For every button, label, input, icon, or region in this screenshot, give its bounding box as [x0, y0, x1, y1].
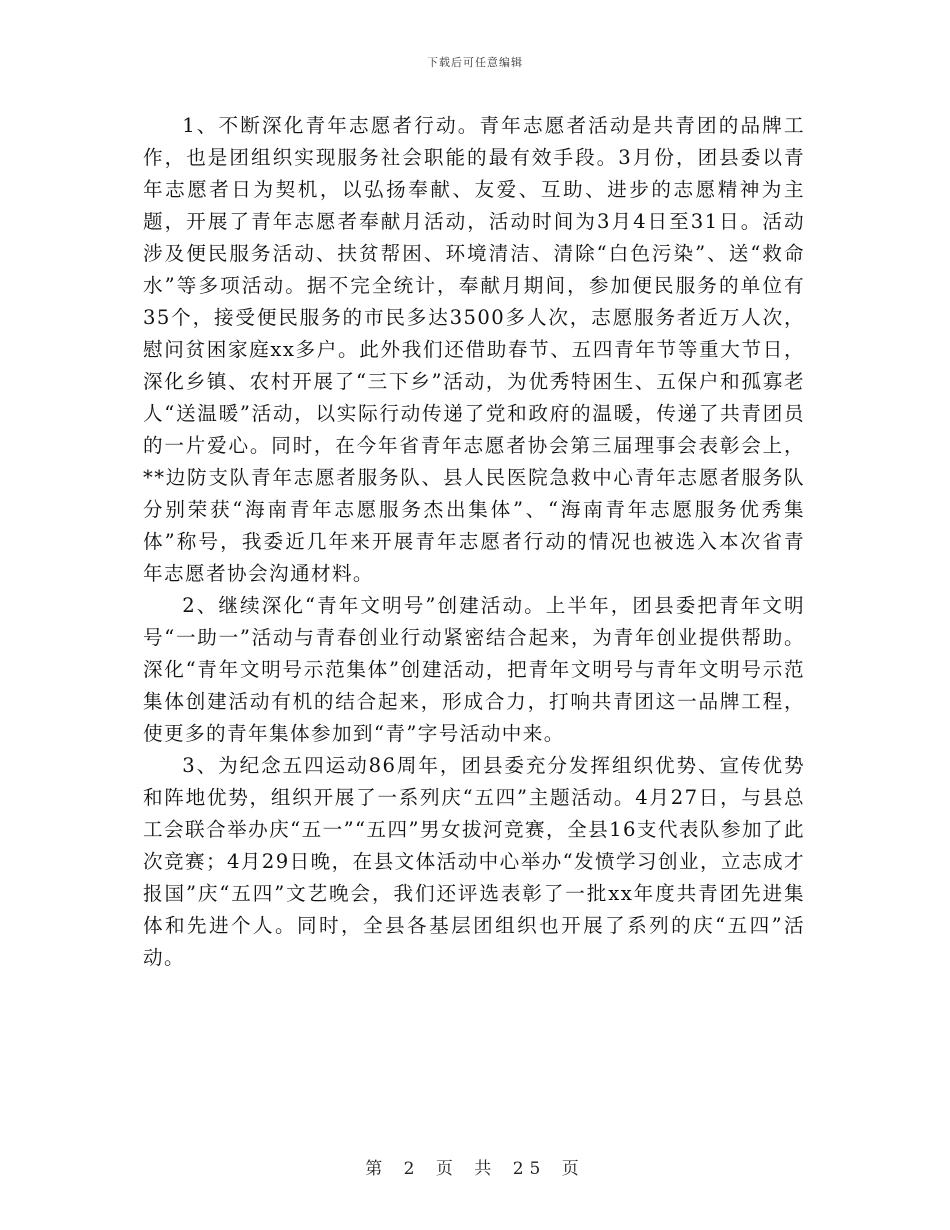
paragraph-may-fourth: 3、为纪念五四运动86周年，团县委充分发挥组织优势、宣传优势和阵地优势，组织开展了一系列庆“五四”主题活动。4月27日，与县总工会联合举办庆“五一”“五四”男女拔河竞赛，全县16支代表队参加了此次竞赛；4月29日晚，在县文体活动中心举办“发愤学习创业，立志成才报国”庆“五四”文艺晚会，我们还评选表彰了一批xx年度共青团先进集体和先进个人。同时，全县各基层团组织也开展了系列的庆“五四”活动。 — [143, 754, 805, 969]
document-body — [143, 110, 805, 974]
paragraph-volunteer-action: 1、不断深化青年志愿者行动。青年志愿者活动是共青团的品牌工作，也是团组织实现服务社会职能的最有效手段。3月份，团县委以青年志愿者日为契机，以弘扬奉献、友爱、互助、进步的志愿精神为主题，开展了青年志愿者奉献月活动，活动时间为3月4日至31日。活动涉及便民服务活动、扶贫帮困、环境清洁、清除“白色污染”、送“救命水”等多项活动。据不完全统计，奉献月期间，参加便民服务的单位有35个，接受便民服务的市民多达3500多人次，志愿服务者近万人次，慰问贫困家庭xx多户。此外我们还借助春节、五四青年节等重大节日，深化乡镇、农村开展了“三下乡”活动，为优秀特困生、五保户和孤寡老人“送温暖”活动，以实际行动传递了党和政府的温暖，传递了共青团员的一片爱心。同时，在今年省青年志愿者协会第三届理事会表彰会上，**边防支队青年志愿者服务队、县人民医院急救中心青年志愿者服务队分别荣获“海南青年志愿服务杰出集体”、“海南青年志愿服务优秀集体”称号，我委近几年来开展青年志愿者行动的情况也被选入本次省青年志愿者协会沟通材料。 — [143, 114, 805, 585]
paragraph-youth-civilization: 2、继续深化“青年文明号”创建活动。上半年，团县委把青年文明号“一助一”活动与青春创业行动紧密结合起来，为青年创业提供帮助。深化“青年文明号示范集体”创建活动，把青年文明号与青年文明号示范集体创建活动有机的结合起来，形成合力，打响共青团这一品牌工程，使更多的青年集体参加到“青”字号活动中来。 — [143, 594, 805, 745]
page-header-note: 下载后可任意编辑 — [427, 56, 523, 69]
page-number-footer: 第 2 页 共 25 页 — [365, 1159, 585, 1179]
